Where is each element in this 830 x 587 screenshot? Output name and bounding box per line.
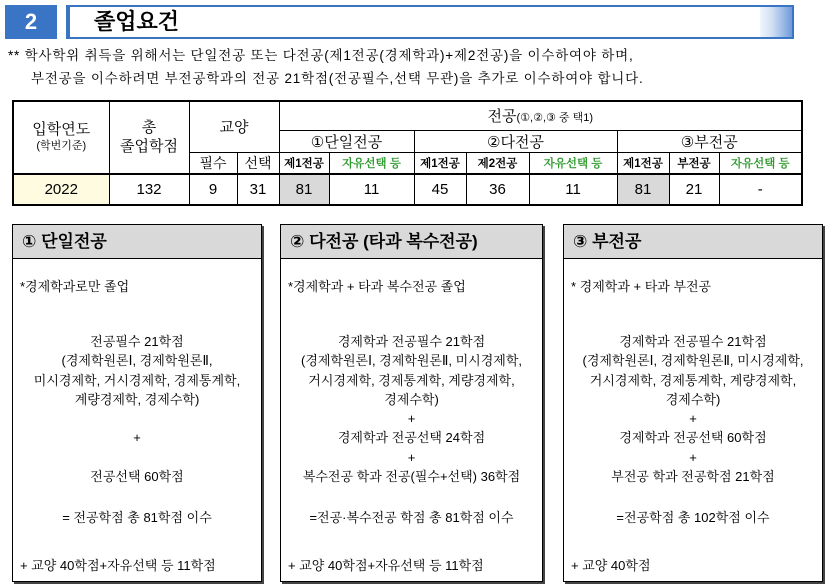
box-result: =전공·복수전공 학점 총 81학점 이수 (309, 510, 514, 525)
box-result: = 전공학점 총 81학점 이수 (62, 510, 212, 525)
double-major-free-elective-header: 자유선택 등 (529, 152, 617, 174)
required-credits-line: 전공필수 21학점 (90, 334, 184, 349)
table-header-row (13, 101, 802, 130)
major-label: 전공 (487, 108, 517, 126)
box-intro: *경제학과로만 졸업 (20, 279, 130, 294)
cell-double-free-elective: 11 (529, 174, 617, 205)
double-major-box (280, 224, 543, 582)
cell-admission-year: 2022 (13, 174, 109, 205)
minor-minor-header: 부전공 (669, 152, 719, 174)
plus-sign: + (407, 449, 416, 465)
elective-credits-line: 경제학과 전공선택 60학점 (619, 430, 767, 446)
box-footer: + 교양 40학점+자유선택 등 11학점 (20, 558, 216, 573)
cell-total-credits: 132 (109, 174, 189, 205)
requirement-lines (281, 332, 542, 486)
cell-minor-first-major: 81 (617, 174, 669, 205)
single-major-box (12, 224, 262, 582)
single-major-first-major-header: 제1전공 (279, 152, 329, 174)
required-courses-line: 계량경제학, 경제수학) (74, 391, 200, 407)
elective-credits-line: 경제학과 전공선택 24학점 (337, 430, 486, 446)
major-choice-note: (①,②,③ 중 택1) (516, 112, 594, 125)
minor-credits-line: 부전공 학과 전공학점 21학점 (611, 469, 775, 485)
section-number-badge: 2 (5, 5, 57, 39)
elective-credits-line: 전공선택 60학점 (90, 469, 184, 485)
box-intro: * 경제학과 + 타과 부전공 (571, 279, 712, 294)
second-major-credits-line: 복수전공 학과 전공(필수+선택) 36학점 (302, 469, 521, 485)
cell-double-second-major: 36 (466, 174, 529, 205)
cell-minor-minor: 21 (669, 174, 719, 205)
minor-box (563, 224, 823, 582)
cell-single-free-elective: 11 (329, 174, 414, 205)
requirement-lines (13, 332, 261, 486)
cell-double-first-major: 45 (414, 174, 466, 205)
cell-liberal-arts-elective: 31 (237, 174, 279, 205)
header-total-credits (109, 101, 189, 174)
required-courses-line: 미시경제학, 거시경제학, 경제통계학, (33, 372, 241, 388)
required-courses-line: 거시경제학, 경제통계학, 계량경제학, (589, 372, 797, 388)
plus-sign: + (689, 449, 697, 465)
header-liberal-arts: 교양 (189, 101, 279, 152)
track-header-single-major: ①단일전공 (279, 130, 414, 152)
requirement-note-line-2: 부전공을 이수하려면 부전공학과의 전공 21학점(전공필수,선택 무관)을 추가로 이수하여야 합니다. (31, 71, 644, 86)
required-courses-line: (경제학원론Ⅰ, 경제학원론Ⅱ, 미시경제학, (301, 353, 522, 369)
required-courses-line: 거시경제학, 경제통계학, 계량경제학, (308, 372, 515, 388)
section-title-box (66, 5, 794, 39)
box-result: =전공학점 총 102학점 이수 (616, 510, 770, 525)
minor-free-elective-header: 자유선택 등 (719, 152, 802, 174)
header-admission-year (13, 101, 109, 174)
minor-first-major-header: 제1전공 (617, 152, 669, 174)
header-major (279, 101, 802, 130)
admission-year-label: 입학연도 (32, 121, 91, 139)
graduation-credits-table (12, 100, 803, 206)
single-major-free-elective-header: 자유선택 등 (329, 152, 414, 174)
double-major-second-major-header: 제2전공 (466, 152, 529, 174)
track-header-double-major: ②다전공 (414, 130, 617, 152)
box-footer: + 교양 40학점 (571, 558, 651, 573)
box-title: ③ 부전공 (564, 225, 822, 259)
liberal-arts-required-header: 필수 (189, 152, 237, 174)
requirement-lines (564, 332, 822, 486)
plus-sign: + (689, 411, 697, 427)
section-title: 졸업요건 (94, 9, 180, 34)
liberal-arts-elective-header: 선택 (237, 152, 279, 174)
total-credits-label-line-2: 졸업학점 (120, 138, 178, 156)
admission-year-note: (학번기준) (36, 140, 87, 153)
title-gradient-decoration (760, 7, 792, 37)
box-title: ① 단일전공 (13, 225, 261, 259)
cell-liberal-arts-required: 9 (189, 174, 237, 205)
box-intro: *경제학과 + 타과 복수전공 졸업 (288, 279, 466, 294)
box-footer: + 교양 40학점+자유선택 등 11학점 (288, 558, 484, 573)
plus-sign: + (407, 411, 416, 427)
table-data-row (13, 174, 802, 205)
required-credits-line: 경제학과 전공필수 21학점 (619, 334, 767, 349)
required-courses-line: (경제학원론Ⅰ, 경제학원론Ⅱ, 미시경제학, (582, 353, 804, 369)
required-credits-line: 경제학과 전공필수 21학점 (337, 334, 486, 349)
box-title: ② 다전공 (타과 복수전공) (281, 225, 542, 259)
total-credits-label-line-1: 총 (141, 119, 157, 137)
plus-sign: + (133, 430, 141, 446)
required-courses-line: 경제수학) (384, 391, 439, 407)
requirement-note-line-1: ** 학사학위 취득을 위해서는 단일전공 또는 다전공(제1전공(경제학과)+제2전공)을 이수하여야 하며, (8, 48, 634, 63)
cell-minor-free-elective: - (719, 174, 802, 205)
double-major-first-major-header: 제1전공 (414, 152, 466, 174)
required-courses-line: (경제학원론Ⅰ, 경제학원론Ⅱ, (61, 353, 213, 369)
cell-single-first-major: 81 (279, 174, 329, 205)
track-header-minor: ③부전공 (617, 130, 802, 152)
required-courses-line: 경제수학) (665, 391, 721, 407)
